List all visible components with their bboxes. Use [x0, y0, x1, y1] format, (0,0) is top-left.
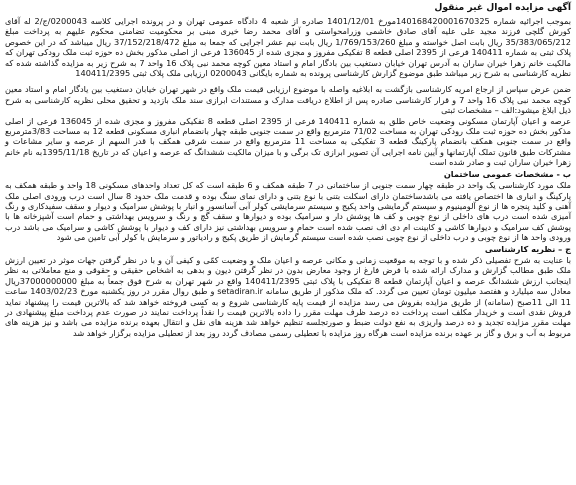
notice-title: آگهی مزایده اموال غیر منقول	[434, 2, 571, 13]
paragraph-expert-opinion: با عنایت به شرح تفصیلی ذکر شده و با توجه به موقعیت زمانی و مکانی عرصه و اعیان ملک و وضعیت کمّی و کیفی آن و با در نظر گرفتن جهات موثر در تعیین ارزش ملک طبق مطالب گزارش و مدارک ارائه شده با فرض فارغ از وجود معارض بدون در نظر گرفتن دیون و بدهی به اشخاص حقیقی و حقوقی و منع معاملاتی به نظر اینجانب ارزش ششدانگ عرصه و اعیان آپارتمان قطعه 8 تفکیکی با پلاک ثبتی 140411/2395 واقع در شهر تهران به شرح فوق جمعاً به مبلغ 37000000000ریال معادل سه میلیارد و هفتصد میلیون تومان تعیین می گردد. که ملک مذکور از طریق سامانه setadiran.ir و طبق روال مقرر در روز یکشنبه مورخ 1403/02/23 ساعت 11 الی 11صبح (سامانه) از طریق مزایده بفروش می رسد مزایده از قیمت پایه کارشناسی شروع و به کسی فروخته خواهد شد که بالاترین قیمت را پیشنهاد نماید فروش نقدی است و خریدار مکلف است پرداخت ده درصد ظرف مهلت مقرر را داده بالاترین قیمت را نقداً پرداخت نمایند در صورت عدم پرداخت مبلغ پیشنهادی در مهلت مقرر مزایده تجدید و ده درصد واریزی به نفع دولت ضبط و صورتجلسه تنظیم خواهد شد هزینه های نقل و انتقال بعهده برنده مزایده می باشد و نیز هزینه های مربوط به آب و برق و گاز بر عهده برنده مزایده است هرگاه روز مزایده با تعطیلی رسمی مصادف گردد روز بعد از تعطیلی مزایده برگزار خواهد شد	[5, 254, 571, 338]
section-heading-opinion: ج – نظریه کارشناسی	[484, 243, 571, 254]
section-heading-building: ب - مشخصات عمومی ساختمان	[443, 168, 571, 179]
paragraph-expert-referral: ضمن عرض سپاس از ارجاع امریه کارشناسی بازگشت به ابلاغیه واصله با موضوع ارزیابی قیمت ملک واقع در شهر تهران خیابان دستغیب بین یادگار امام و استاد معین کوچه محمد نبی پلاک 16 واحد 7 و قرار کارشناسی صادره پس از اطلاع دریافت مدارک و مستندات ابرازی سند ملک بازدید و تحقیق محلی نظریه کارشناسی به شرح ذیل ابلاغ میشود:الف – مشخصات ثبتی	[5, 84, 572, 116]
paragraph-registration-details: عرصه و اعیان آپارتمان مسکونی وضعیت خاص طلق به شماره 140411 فرعی از 2395 اصلی قطعه 8 تفکیکی مفروز و مجزی شده از 136045 فرعی از اصلی مذکور بخش ده حوزه ثبت ملک رودکی تهران به مساحت 71/02 مترمربع واقع در سمت جنوبی طبقه چهار بانضمام انباری مسکونی قطعه 12 به مساحت 3/83مترمربع واقع در سمت جنوبی همکف بانضمام پارکینگ قطعه 3 تفکیکی به مساحت 11 مترمربع واقع در سمت شرقی همکف با قدر السهم از عرصه و سایر مشاعات و مشترکات طبق قانون تملک آپارتمانها و آیین نامه اجرایی آن تصویر ابرازی تک برگی و با میزان مالکیت ششدانگ که عرصه و اعیان که در تاریخ 1395/11/18به نام خانم زهرا خیران ساران ثبت و صادر شده است	[5, 115, 572, 168]
paragraph-building-description: ملک مورد کارشناسی یک واحد در طبقه چهار سمت جنوبی از ساختمانی در 7 طبقه همکف و 6 طبقه است که کل تعداد واحدهای مسکونی 18 واحد و طبقه همکف به پارکینگ و انباری ها اختصاص یافته می باشدساختمان دارای اسکلت بتنی با نوع بتنی و دارای نمای سنگ بوده و قدمت ملک حدود 8 سال است درب ورودی اصلی ملک آهنی و کلید پنجره ها از نوع آلومینیوم و سیستم گرمایشی واحد پکیج و سیستم سرمایشی کولر آبی آسانسور و انبار با پوشش سرامیک و دیوار و سقف سفیدکاری و رنگ آمیزی شده است درب های داخلی از نوع چوبی و کف ها پوشش دار و سرامیک بوده و دیوارها و سقف گچ و رنگ و سرویس بهداشتی و حمام است آشپزخانه ها با پوشش کف سرامیک و دیوارها کاشی و کابینت ام دی اف نصب شده است حمام و سرویس بهداشتی نیز دارای کف و دیوار با پوشش کاشی و سرامیک می باشد درب ورودی واحد ها از نوع چوبی و درب داخلی از نوع چوبی نصب شده است سیستم گرمایش از طریق پکیج و رادیاتور و سرمایش با کولر آبی تامین می شود	[5, 180, 571, 243]
paragraph-execution-order: بموجب اجرائیه شماره 140168420001670325مورخ 1401/12/01 صادره از شعبه 4 دادگاه عمومی تهران و در پرونده اجرایی کلاسه 0200043/ج/2 له آقای کورش گلچی فرزند مجید علی علیه آقای صادق خاشمی وزرامحواستی و آقای محمد رضا خیری مبنی بر محکومیت تضامنی محکوم علیهم به پرداخت مبلغ 35/383/065/212 ریال بابت اصل خواسته و مبلغ 1/769/153/260 ریال بابت نیم عشر اجرایی که جمعا به مبلغ 37/152/218/472 ریال میباشد که در این خصوص پلاک ثبتی به شماره 140411 فرعی از 2395 اصلی قطعه 8 تفکیکی مفروز و مجزی شده از 136045 فرعی از اصلی مذکور بخش ده حوزه ثبت ملک رودکی تهران که مالکیت خانم زهرا خیران ساران به آدرس تهران خیابان دستغیب بین بادگار امام و استاد معین کوچه محمد نبی پلاک 16 واحد 7 به شرح زیر به مزایده گذاشته شده که نظریه کارشناسی به شرح زیر میباشد طبق موضوع گزارش کارشناسی پرونده به شماره بایگانی 0200043 ارزیابی ملک پلاک ثبتی 140411/2395	[5, 16, 571, 79]
